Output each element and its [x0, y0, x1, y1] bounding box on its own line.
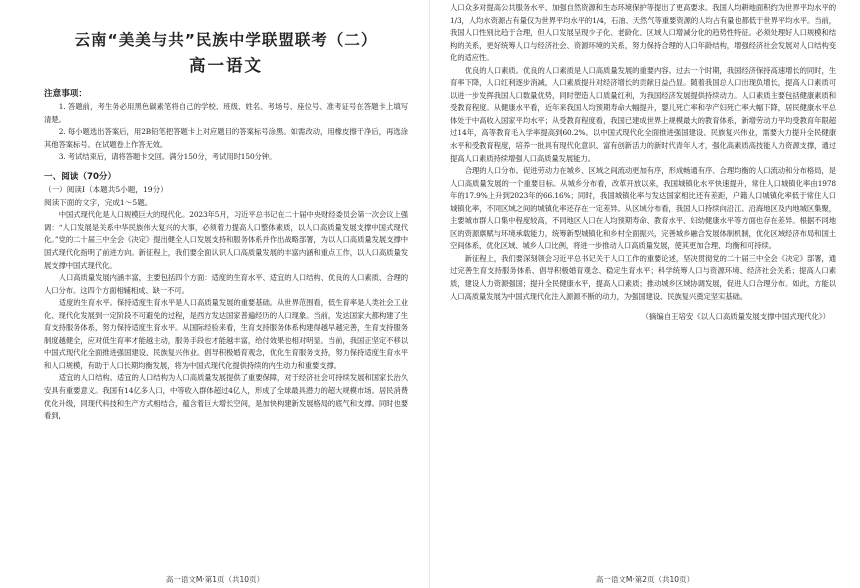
article-paragraph: 优良的人口素质。优良的人口素质是人口高质量发展的重要内容。过去一个时期，我国经济保持高速增长的同时，生育率下降，人口红利逐步消减，人口素质提升对经济增长的贡献日益凸显。随着我国总人口出现负增长，提高人口素质可以进一步发挥我国人口数量优势，同时塑造人口质量红利，为我国经济发展提供持续动力。人口素质主要包括健康素质和受教育程度。从健康水平看，近年来我国人均预期寿命大幅提升，婴儿死亡率和孕产妇死亡率大幅下降，居民健康水平总体处于中高收入国家平均水平；从受教育程度看，我国已建成世界上规模最大的教育体系，新增劳动力平均受教育年限超过14年，高等教育毛入学率提高到60.2%。以中国式现代化全面推进强国建设、民族复兴伟业，需要大力提升全民健康水平和受教育程度，培养一批具有现代化意识、富有创新活力的新时代青年人才，强化高素质高技能人力资源支撑，通过提高人口素质持续增强人口高质量发展能力。: [450, 65, 836, 163]
article-citation: （摘编自王培安《以人口高质量发展支撑中国式现代化》）: [641, 312, 830, 322]
article-paragraph: 人口高质量发展内涵丰富，主要包括四个方面：适度的生育水平、适宜的人口结构、优良的人口素质、合理的人口分布。这四个方面相辅相成、缺一不可。: [44, 273, 408, 295]
article-paragraph: 中国式现代化是人口规模巨大的现代化。2023年5月，习近平总书记在二十届中央财经委员会第一次会议上强调：“人口发展是关系中华民族伟大复兴的大事，必须着力提高人口整体素质，以人口高质量发展支撑中国式现代化。”党的二十届三中全会《决定》提出健全人口发展支持和服务体系并作出战略部署，为以人口高质量发展支撑中国式现代化指明了前进方向。新征程上，我们要全面认识人口高质量发展的丰富内涵和重点工作，以人口高质量发展支撑中国式现代化。: [44, 210, 408, 270]
article-left: [44, 209, 408, 422]
article-right: [450, 2, 836, 303]
section-sub-title: （一）阅读Ⅰ（本题共5小题，19分）: [44, 184, 168, 194]
page-footer-right: 高一语文M·第2页（共10页）: [595, 575, 695, 584]
exam-title: 云南“美美与共”民族中学联盟联考（二）: [74, 31, 378, 49]
article-paragraph: 适宜的人口结构。适宜的人口结构为人口高质量发展提供了重要保障，对于经济社会可持续发展和国家长治久安具有重要意义。我国有14亿多人口，中等收入群体超过4亿人，形成了全球最具潜力的超大规模市场。居民消费优化升级，同现代科技和生产方式相结合，蕴含着巨大增长空间，是加快构建新发展格局的底气和支撑。同时也要看到，: [44, 373, 408, 421]
article-paragraph: 适度的生育水平。保持适度生育水平是人口高质量发展的重要基础。从世界范围看，低生育率是人类社会工业化、现代化发展到一定阶段不可避免的过程，是西方发达国家普遍经历的人口现象。当前，发达国家大都构建了生育支持服务体系，努力保持适度生育水平。从国际经验来看，生育支持服务体系构建得越早越完善，生育支持服务制度越健全，应对低生育率才能越主动，服务手段也才能越丰富，给付效果也相对明显。当前，我国正坚定不移以中国式现代化全面推进强国建设、民族复兴伟业。倡导积极婚育观念，优化生育服务支持，努力保持适度生育水平和人口规模，有助于人口长期均衡发展，将为中国式现代化提供持续的内生动力和重要支撑。: [44, 298, 408, 370]
section-part-title: 一、阅读（70分）: [44, 171, 117, 182]
notice-heading: 注意事项：: [44, 89, 87, 99]
article-paragraph: 新征程上，我们要深刻领会习近平总书记关于人口工作的重要论述，坚决贯彻党的二十届三中全会《决定》部署，通过完善生育支持服务体系、倡导积极婚育观念、稳定生育水平；科学统筹人口与资源环境、经济社会关系；提高人口素质，建设人力资源强国；提升全民健康水平，提高人口素质；推动城乡区域协调发展，促进人口合理分布。如此，方能以人口高质量发展为中国式现代化注入源源不断的动力，为强国建设、民族复兴奠定坚实基础。: [450, 253, 836, 301]
page-right: [430, 0, 860, 588]
notice-item-3: 3. 考试结束后，请将答题卡交回。满分150分，考试用时150分钟。: [58, 152, 277, 162]
notice-block: [44, 88, 408, 164]
subject-title: 高一语文: [189, 56, 263, 75]
article-paragraph: 合理的人口分布。促进劳动力在城乡、区域之间流动更加有序，形成畅通有序、合理均衡的人口流动和分布格局，是人口高质量发展的一个重要目标。从城乡分布看，改革开放以来，我国城镇化水平快速提升，常住人口城镇化率由1978年的17.9%上升到2023年的66.16%；同时，我国城镇化率与发达国家相比还有差距，户籍人口城镇化率低于常住人口城镇化率，不同区域之间的城镇化率还存在一定差异。从区域分布看，我国人口持续向沿江、沿海地区及内地城区集聚，主要城市群人口集中程度较高，不同地区人口在人均预期寿命、教育水平、妇幼健康水平等方面也存在差异。根据不同地区的资源禀赋与环境承载能力，统筹新型城镇化和乡村全面振兴，完善城乡融合发展体制机制，优化区域经济布局和国土空间体系，优化区域、城乡人口比例，将进一步推动人口高质量发展，使其更加合理、均衡和可持续。: [450, 166, 836, 251]
notice-item-2: 2. 每小题选出答案后，用2B铅笔把答题卡上对应题目的答案标号涂黑。如需改动，用橡皮擦干净后，再选涂其他答案标号。在试题卷上作答无效。: [44, 127, 408, 149]
section-instruction: 阅读下面的文字，完成1～5题。: [44, 197, 153, 207]
article-paragraph: 人口众多对提高公共服务水平、加强自然资源和生态环境保护等提出了更高要求。我国人均耕地面积约为世界平均水平的1/3，人均水资源占有量仅为世界平均水平的1/4，石油、天然气等重要资源的人均占有量也都低于世界平均水平。当前，我国人口性别比趋于合理，但人口发展呈现少子化、老龄化、区域人口增减分化的趋势性特征。必须处理好人口规模和结构的关系，更好统筹人口与经济社会、资源环境的关系，努力保持合理的人口年龄结构，增强经济社会发展对人口结构变化的适应性。: [450, 3, 836, 63]
notice-item-1: 1. 答题前，考生务必用黑色碳素笔将自己的学校、班级、姓名、考场号、座位号、准考证号在答题卡上填写清楚。: [44, 102, 408, 124]
page-footer-left: 高一语文M·第1页（共10页）: [165, 575, 265, 584]
